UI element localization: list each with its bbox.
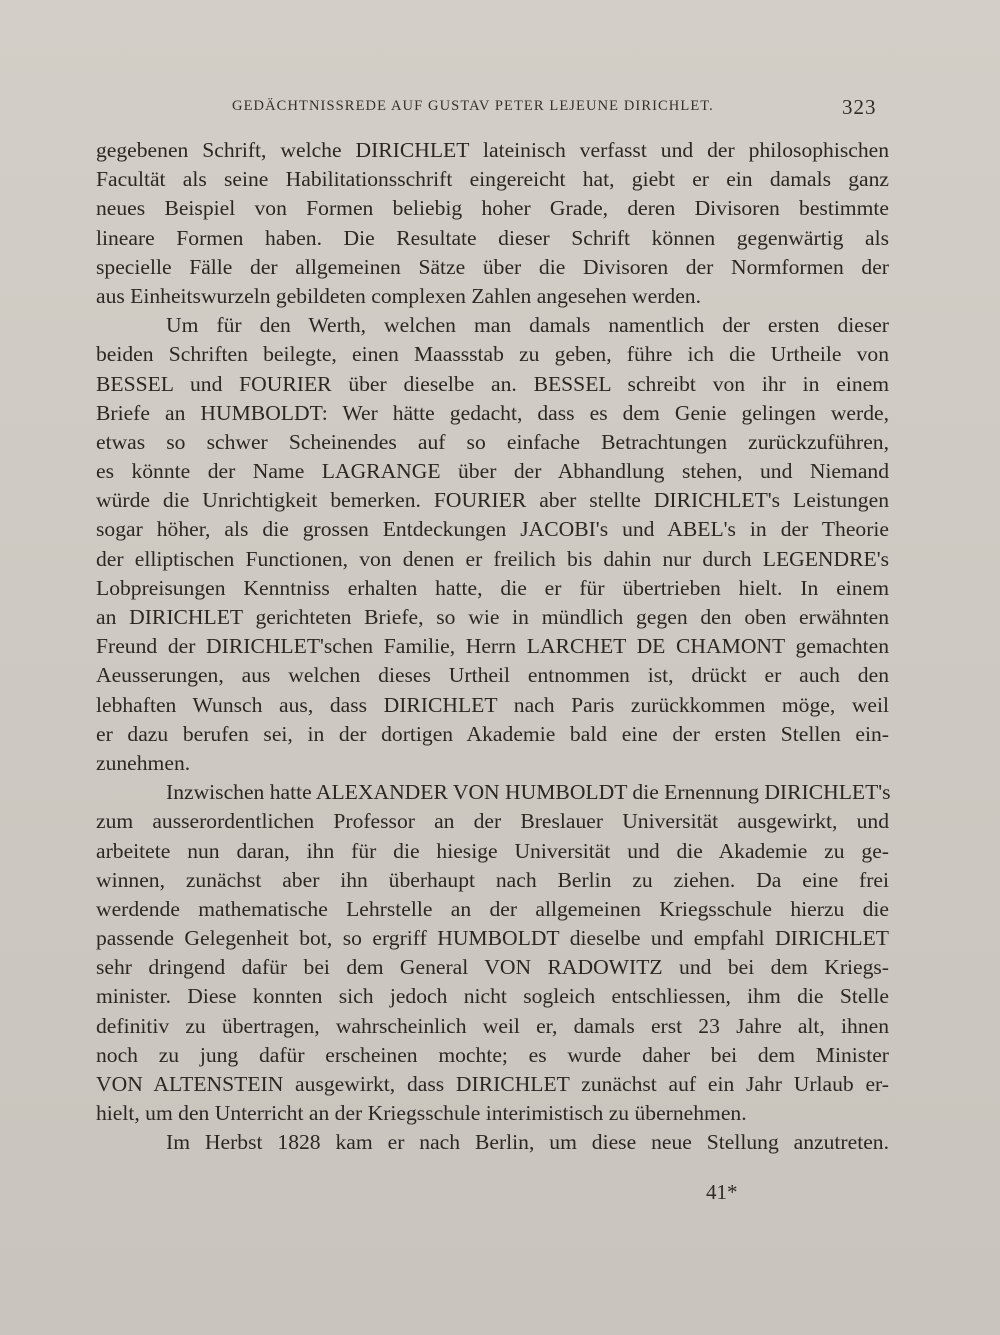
text-line: VON ALTENSTEIN ausgewirkt, dass DIRICHLET zunächst auf ein Jahr Urlaub er- — [96, 1072, 889, 1096]
text-line: es könnte der Name LAGRANGE über der Abhandlung stehen, und Niemand — [96, 459, 889, 484]
text-line: gegebenen Schrift, welche DIRICHLET lateinisch verfasst und der philosophischen — [96, 138, 889, 162]
text-line: zum ausserordentlichen Professor an der Breslauer Universität ausgewirkt, und — [96, 809, 889, 834]
text-line: würde die Unrichtigkeit bemerken. FOURIER aber stellte DIRICHLET's Leistungen — [96, 488, 889, 513]
text-line: beiden Schriften beilegte, einen Maassstab zu geben, führe ich die Urtheile von — [96, 342, 889, 367]
text-line: winnen, zunächst aber ihn überhaupt nach Berlin zu ziehen. Da eine frei — [96, 867, 889, 892]
text-line: sehr dringend dafür bei dem General VON RADOWITZ und bei dem Kriegs- — [96, 955, 889, 980]
text-line: neues Beispiel von Formen beliebig hoher Grade, deren Divisoren bestimmte — [96, 196, 889, 221]
text-line: lebhaften Wunsch aus, dass DIRICHLET nach Paris zurückkommen möge, weil — [96, 692, 889, 717]
body-text — [96, 136, 889, 1158]
text-line: Inzwischen hatte ALEXANDER VON HUMBOLDT die Ernennung DIRICHLET's — [166, 780, 891, 805]
text-line: Facultät als seine Habilitationsschrift eingereicht hat, giebt er ein damals ganz — [96, 167, 889, 192]
text-line: arbeitete nun daran, ihn für die hiesige Universität und die Akademie zu ge- — [96, 838, 889, 863]
text-line: Briefe an HUMBOLDT: Wer hätte gedacht, dass es dem Genie gelingen werde, — [96, 400, 889, 425]
text-line: etwas so schwer Scheinendes auf so einfache Betrachtungen zurückzuführen, — [96, 429, 889, 454]
text-line: hielt, um den Unterricht an der Kriegsschule interimistisch zu übernehmen. — [96, 1101, 747, 1126]
text-line: er dazu berufen sei, in der dortigen Akademie bald eine der ersten Stellen ein- — [96, 721, 889, 746]
text-line: Aeusserungen, aus welchen dieses Urtheil entnommen ist, drückt er auch den — [96, 663, 889, 688]
text-line: passende Gelegenheit bot, so ergriff HUMBOLDT dieselbe und empfahl DIRICHLET — [96, 926, 889, 951]
text-line: werdende mathematische Lehrstelle an der allgemeinen Kriegsschule hierzu die — [96, 896, 889, 921]
text-line: noch zu jung dafür erscheinen mochte; es wurde daher bei dem Minister — [96, 1042, 889, 1067]
text-line: minister. Diese konnten sich jedoch nicht sogleich entschliessen, ihm die Stelle — [96, 984, 889, 1009]
text-line: definitiv zu übertragen, wahrscheinlich weil er, damals erst 23 Jahre alt, ihnen — [96, 1013, 889, 1038]
text-line: sogar höher, als die grossen Entdeckungen JACOBI's und ABEL's in der Theorie — [96, 517, 889, 542]
text-line: der elliptischen Functionen, von denen er freilich bis dahin nur durch LEGENDRE's — [96, 546, 889, 571]
text-line: specielle Fälle der allgemeinen Sätze über die Divisoren der Normformen der — [96, 254, 889, 279]
text-line: Um für den Werth, welchen man damals namentlich der ersten dieser — [166, 313, 889, 338]
text-line: aus Einheitswurzeln gebildeten complexen Zahlen angesehen werden. — [96, 283, 701, 308]
text-line: zunehmen. — [96, 750, 191, 775]
text-line: an DIRICHLET gerichteten Briefe, so wie in mündlich gegen den oben erwähnten — [96, 605, 889, 629]
text-line: Lobpreisungen Kenntniss erhalten hatte, die er für übertrieben hielt. In einem — [96, 575, 889, 600]
text-line: Im Herbst 1828 kam er nach Berlin, um diese neue Stellung anzutreten. — [166, 1130, 889, 1155]
signature-mark: 41* — [706, 1180, 738, 1204]
page-number: 323 — [842, 95, 877, 119]
text-line: lineare Formen haben. Die Resultate dieser Schrift können gegenwärtig als — [96, 225, 889, 250]
running-title: GEDÄCHTNISSREDE AUF GUSTAV PETER LEJEUNE DIRICHLET. — [232, 98, 714, 114]
text-line: BESSEL und FOURIER über dieselbe an. BESSEL schreibt von ihr in einem — [96, 371, 889, 396]
text-line: Freund der DIRICHLET'schen Familie, Herrn LARCHET DE CHAMONT gemachten — [96, 634, 889, 659]
